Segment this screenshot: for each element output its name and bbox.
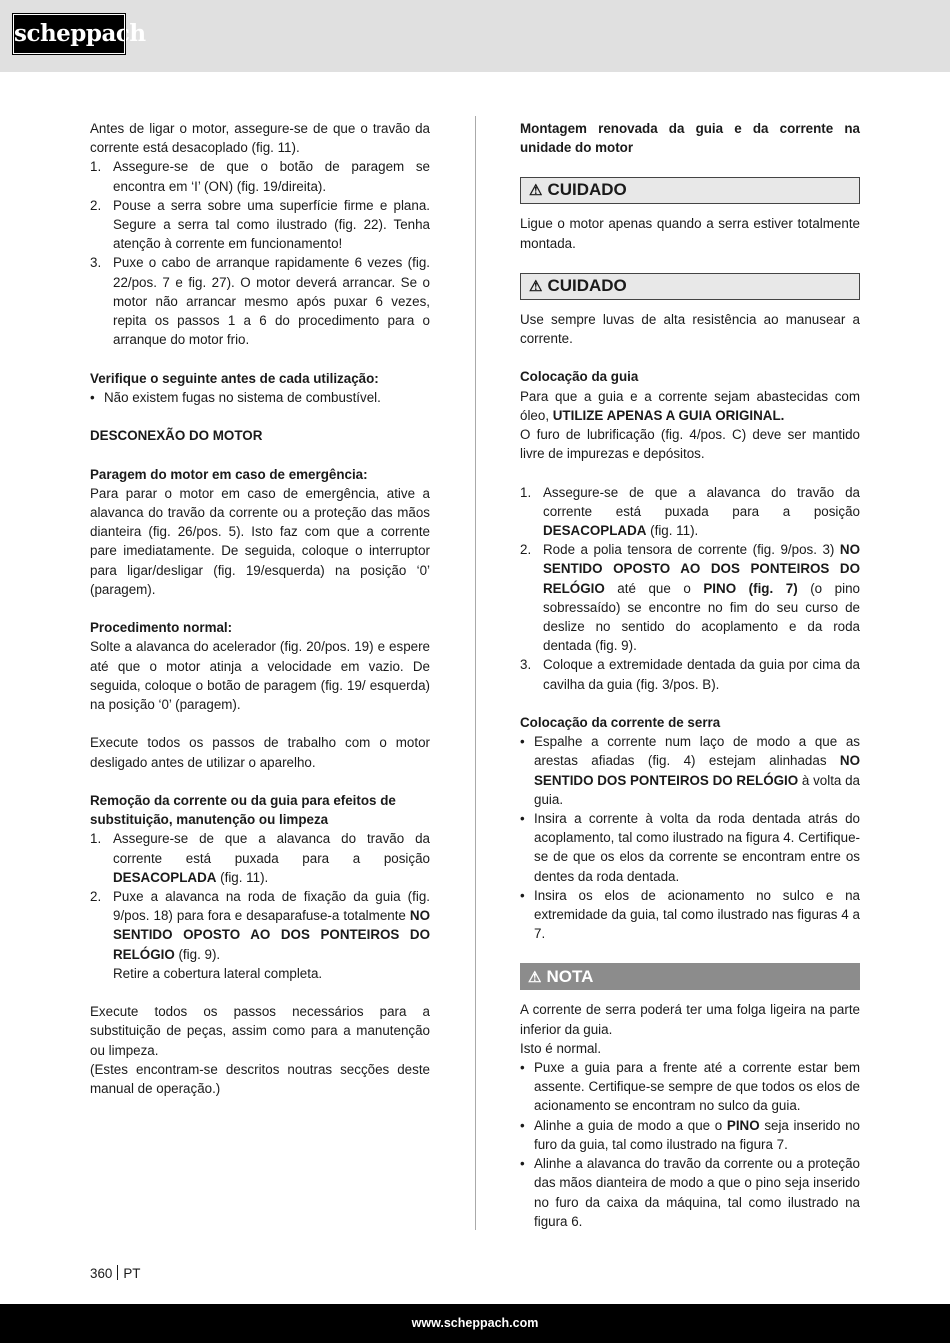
mount-heading: Montagem renovada da guia e da corrente na unidade do motor — [520, 121, 860, 156]
website-link[interactable]: www.scheppach.com — [411, 1316, 539, 1330]
removal-steps-list — [90, 829, 430, 983]
caution-box: ⚠ CUIDADO — [520, 177, 860, 204]
list-item: 3. Puxe o cabo de arranque rapidamente 6 vezes (fig. 22/pos. 7 e fig. 27). O motor deverá arrancar. Se o motor não arrancar mesmo após puxar 6 vezes, repita os passos 1 a 6 do procedimento para o arranque do motor frio. — [90, 255, 430, 348]
list-item: • Alinhe a guia de modo a que o PINO seja inserido no furo da guia, tal como ilustrado na figura 7. — [520, 1117, 860, 1152]
warning-icon: ⚠ — [529, 277, 543, 295]
list-item: 2. Puxe a alavanca na roda de fixação da guia (fig. 9/pos. 18) para fora e desaparafuse-a totalmente NO SENTIDO OPOSTO AO DOS PONTEIROS DO RELÓGIO (fig. 9). Retire a cobertura lateral completa. — [90, 889, 430, 981]
guide-steps-list — [520, 483, 860, 694]
header-bar — [0, 0, 950, 72]
page-footer — [90, 1264, 140, 1283]
emergency-text: Para parar o motor em caso de emergência, ative a alavanca do travão da corrente ou a proteção das mãos dianteira (fig. 26/pos. 5). Isto faz com que a corrente pare imediatamente. De seguida, coloque o interruptor para ligar/desligar (fig. 19/esquerda) na posição ‘0’ (paragem). — [90, 485, 430, 597]
list-item: • Espalhe a corrente num laço de modo a que as arestas afiadas (fig. 4) estejam alinhadas NO SENTIDO DOS PONTEIROS DO RELÓGIO à volta da guia. — [520, 734, 860, 807]
execute-text: Execute todos os passos necessários para a substituição de peças, assim como para a manutenção ou limpeza. — [90, 1004, 430, 1058]
caution-text: Use sempre luvas de alta resistência ao manusear a corrente. — [520, 311, 860, 347]
note-text: A corrente de serra poderá ter uma folga ligeira na parte inferior da guia. — [520, 1002, 860, 1037]
list-item: • Puxe a guia para a frente até a corrente estar bem assente. Certifique-se sempre de que todos os elos de acionamento se encontram no sulco da guia. — [520, 1060, 860, 1114]
list-item: 1. Assegure-se de que a alavanca do travão da corrente está puxada para a posição DESACOPLADA (fig. 11). — [90, 831, 430, 885]
list-item: 3. Coloque a extremidade dentada da guia por cima da cavilha da guia (fig. 3/pos. B). — [520, 657, 860, 692]
emergency-heading: Paragem do motor em caso de emergência: — [90, 466, 368, 482]
language-code: PT — [123, 1266, 141, 1281]
column-divider — [475, 116, 476, 1230]
brand-logo: scheppach — [13, 14, 125, 54]
list-item: 1. Assegure-se de que a alavanca do travão da corrente está puxada para a posição DESACOPLADA (fig. 11). — [520, 484, 860, 539]
note-box: ⚠ NOTA — [520, 963, 860, 990]
note-text-2: Isto é normal. — [520, 1040, 602, 1056]
intro-text: Antes de ligar o motor, assegure-se de que o travão da corrente está desacoplado (fig. 11). — [90, 121, 430, 156]
caution-text: Ligue o motor apenas quando a serra estiver totalmente montada. — [520, 216, 860, 251]
work-text: Execute todos os passos de trabalho com o motor desligado antes de utilizar o aparelho. — [90, 735, 430, 770]
normal-procedure-text: Solte a alavanca do acelerador (fig. 20/pos. 19) e espere até que o motor atinja a velocidade em vazio. De seguida, coloque o botão de paragem (fig. 19/ esquerda) na posição ‘0’ (paragem). — [90, 639, 430, 713]
chain-heading: Colocação da corrente de serra — [520, 715, 721, 731]
chain-list — [520, 732, 860, 943]
list-item: 2. Rode a polia tensora de corrente (fig. 9/pos. 3) NO SENTIDO OPOSTO AO DOS PONTEIROS DO RELÓGIO até que o PINO (fig. 7) (o pino sobressaído) se encontre no fim do seu curso de deslize no sentido do acoplamento e da roda dentada (fig. 9). — [520, 542, 860, 654]
list-item: 1. Assegure-se de que o botão de paragem se encontra em ‘I’ (ON) (fig. 19/direita). — [90, 159, 430, 194]
start-steps-list — [90, 157, 430, 349]
guide-text-2: O furo de lubrificação (fig. 4/pos. C) deve ser mantido livre de impurezas e depósitos. — [520, 427, 860, 462]
list-item: • Não existem fugas no sistema de combustível. — [90, 389, 381, 405]
page-number: 360 — [90, 1266, 113, 1281]
check-heading: Verifique o seguinte antes de cada utilização: — [90, 370, 379, 386]
warning-icon: ⚠ — [529, 182, 543, 200]
execute-note: (Estes encontram-se descritos noutras secções deste manual de operação.) — [90, 1061, 430, 1097]
check-list — [90, 388, 430, 407]
warning-icon: ⚠ — [528, 969, 542, 987]
footer-bar — [0, 1304, 950, 1343]
note-list — [520, 1058, 860, 1231]
right-column — [520, 119, 860, 1231]
left-column — [90, 119, 430, 1098]
list-item: 2. Pouse a serra sobre uma superfície firme e plana. Segure a serra tal como ilustrado (fig. 22). Tenha atenção à corrente em funcionamento! — [90, 197, 430, 252]
list-item: • Insira os elos de acionamento no sulco e na extremidade da guia, tal como ilustrado nas figuras 4 a 7. — [520, 887, 860, 942]
guide-heading: Colocação da guia — [520, 369, 639, 385]
list-item: • Alinhe a alavanca do travão da corrente ou a proteção das mãos dianteira de modo a que o pino seja inserido no furo da caixa da máquina, tal como ilustrado na figura 6. — [520, 1156, 860, 1229]
normal-procedure-heading: Procedimento normal: — [90, 620, 233, 636]
list-item: • Insira a corrente à volta da roda dentada atrás do acoplamento, tal como ilustrado na figura 4. Certifique-se de que os elos da corrente se encontram entre os dentes da roda dentada. — [520, 811, 860, 884]
shutdown-heading: DESCONEXÃO DO MOTOR — [90, 428, 263, 444]
removal-heading: Remoção da corrente ou da guia para efeitos de substituição, manutenção ou limpeza — [90, 793, 396, 828]
caution-box: ⚠ CUIDADO — [520, 273, 860, 300]
guide-text: Para que a guia e a corrente sejam abastecidas com óleo, UTILIZE APENAS A GUIA ORIGINAL. — [520, 388, 860, 423]
